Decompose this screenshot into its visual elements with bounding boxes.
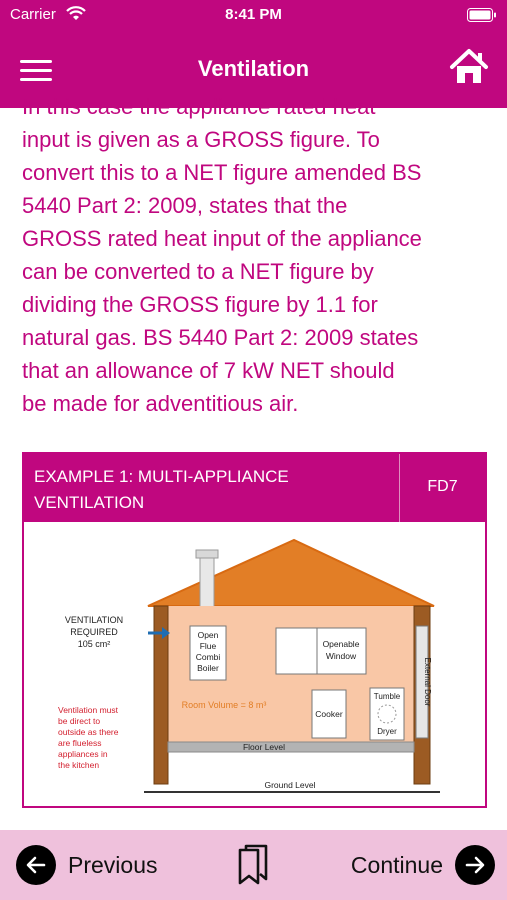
example-title-line: EXAMPLE 1: MULTI-APPLIANCE [34,467,289,486]
body-text [22,90,490,420]
tumble-label: Tumble [373,692,401,701]
home-icon [449,48,489,86]
vent-required-label: VENTILATION [64,615,124,625]
window-label: Openable [322,639,360,649]
door-label: External Door [423,657,432,707]
arrow-right-icon [455,845,495,885]
body-line: In this case the appliance rated heat [22,94,376,119]
example-card-header [24,454,485,522]
floor-slab [168,742,414,752]
bookmark-button[interactable] [236,844,272,891]
vent-note: Ventilation must [58,705,119,715]
vent-note: appliances in [58,749,108,759]
body-line: be made for adventitious air. [22,391,299,416]
bottom-nav-bar [0,830,507,900]
boiler-label: Flue [199,641,217,651]
content-scroll-area[interactable] [0,94,507,830]
vent-note: be direct to [58,716,101,726]
example-title-line: VENTILATION [34,493,145,512]
body-line: 5440 Part 2: 2009, states that the [22,193,348,218]
clock: 8:41 PM [225,6,282,23]
body-line: that an allowance of 7 kW NET should [22,358,395,383]
cooker-label: Cooker [315,709,343,719]
example-code: FD7 [427,478,458,495]
tumble-label: Dryer [377,727,397,736]
vent-required-value: 105 cm² [77,639,111,649]
boiler-label: Combi [195,652,221,662]
continue-button[interactable] [325,844,495,886]
ventilation-diagram [24,522,485,806]
roof [148,540,434,606]
room-volume-label: Room Volume = 8 m³ [181,700,267,710]
bookmarks-icon [236,844,272,886]
continue-label: Continue [350,852,443,878]
boiler-label: Open [197,630,219,640]
vent-note: the kitchen [58,760,100,770]
arrow-left-icon [16,845,56,885]
boiler-label: Boiler [197,663,219,673]
window-label: Window [325,651,357,661]
body-line: convert this to a NET figure amended BS [22,160,422,185]
floor-level-label: Floor Level [242,742,286,752]
example-card [22,452,487,808]
status-bar [0,0,507,32]
previous-button[interactable] [16,844,186,886]
home-button[interactable] [449,48,489,91]
battery-icon [467,8,497,26]
example-title [34,464,394,516]
page-title: Ventilation [197,56,310,81]
vent-note: outside as there [58,727,119,737]
vent-note: are flueless [58,738,102,748]
flue-cap [196,550,218,558]
ground-level-label: Ground Level [264,780,316,790]
body-line: input is given as a GROSS figure. To [22,127,380,152]
body-line: GROSS rated heat input of the appliance [22,226,422,251]
body-line: can be converted to a NET figure by [22,259,374,284]
vent-required-label: REQUIRED [70,627,118,637]
carrier-label: Carrier [10,6,56,23]
body-line: dividing the GROSS figure by 1.1 for [22,292,378,317]
previous-label: Previous [68,852,158,878]
body-line: natural gas. BS 5440 Part 2: 2009 states [22,325,419,350]
